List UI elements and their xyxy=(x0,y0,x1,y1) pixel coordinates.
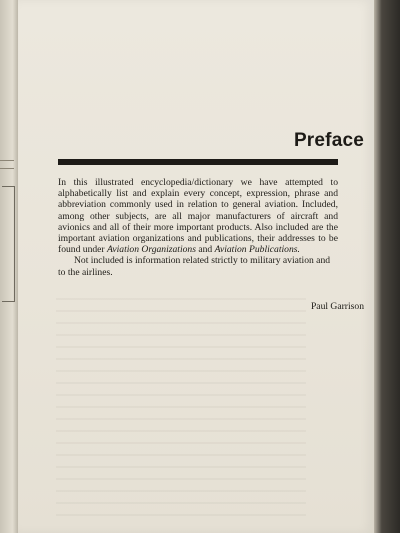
adjacent-page-mark xyxy=(0,160,14,161)
adjacent-page-edge xyxy=(0,0,18,533)
adjacent-page-frame xyxy=(2,186,15,302)
author-signature: Paul Garrison xyxy=(310,301,364,312)
title-rule xyxy=(58,159,338,165)
paragraph-1 xyxy=(58,177,338,255)
paragraph-1-text-a: In this illustrated encyclopedia/dictionary we have attempted to alphabetically list and explain every concept, expression, phrase and abbreviation commonly used in relation to general aviation. Included, among other subjects, are all major manufacturers of aircraft and avionics and all of their more important products. Also included are the important aviation organizations and publications, their addresses to be found under xyxy=(58,177,338,256)
reference-aviation-organizations: Aviation Organizations xyxy=(107,244,196,256)
page-title: Preface xyxy=(293,130,364,151)
adjacent-page-mark xyxy=(0,168,14,169)
reference-aviation-publications: Aviation Publications. xyxy=(214,244,300,256)
page-edge-shadow xyxy=(374,0,400,533)
preface-body xyxy=(58,177,338,278)
show-through-text xyxy=(56,288,306,518)
paragraph-1-text-b: and xyxy=(195,244,215,256)
paragraph-2: Not included is information related strictly to military aviation and to the airlines. xyxy=(58,255,331,278)
